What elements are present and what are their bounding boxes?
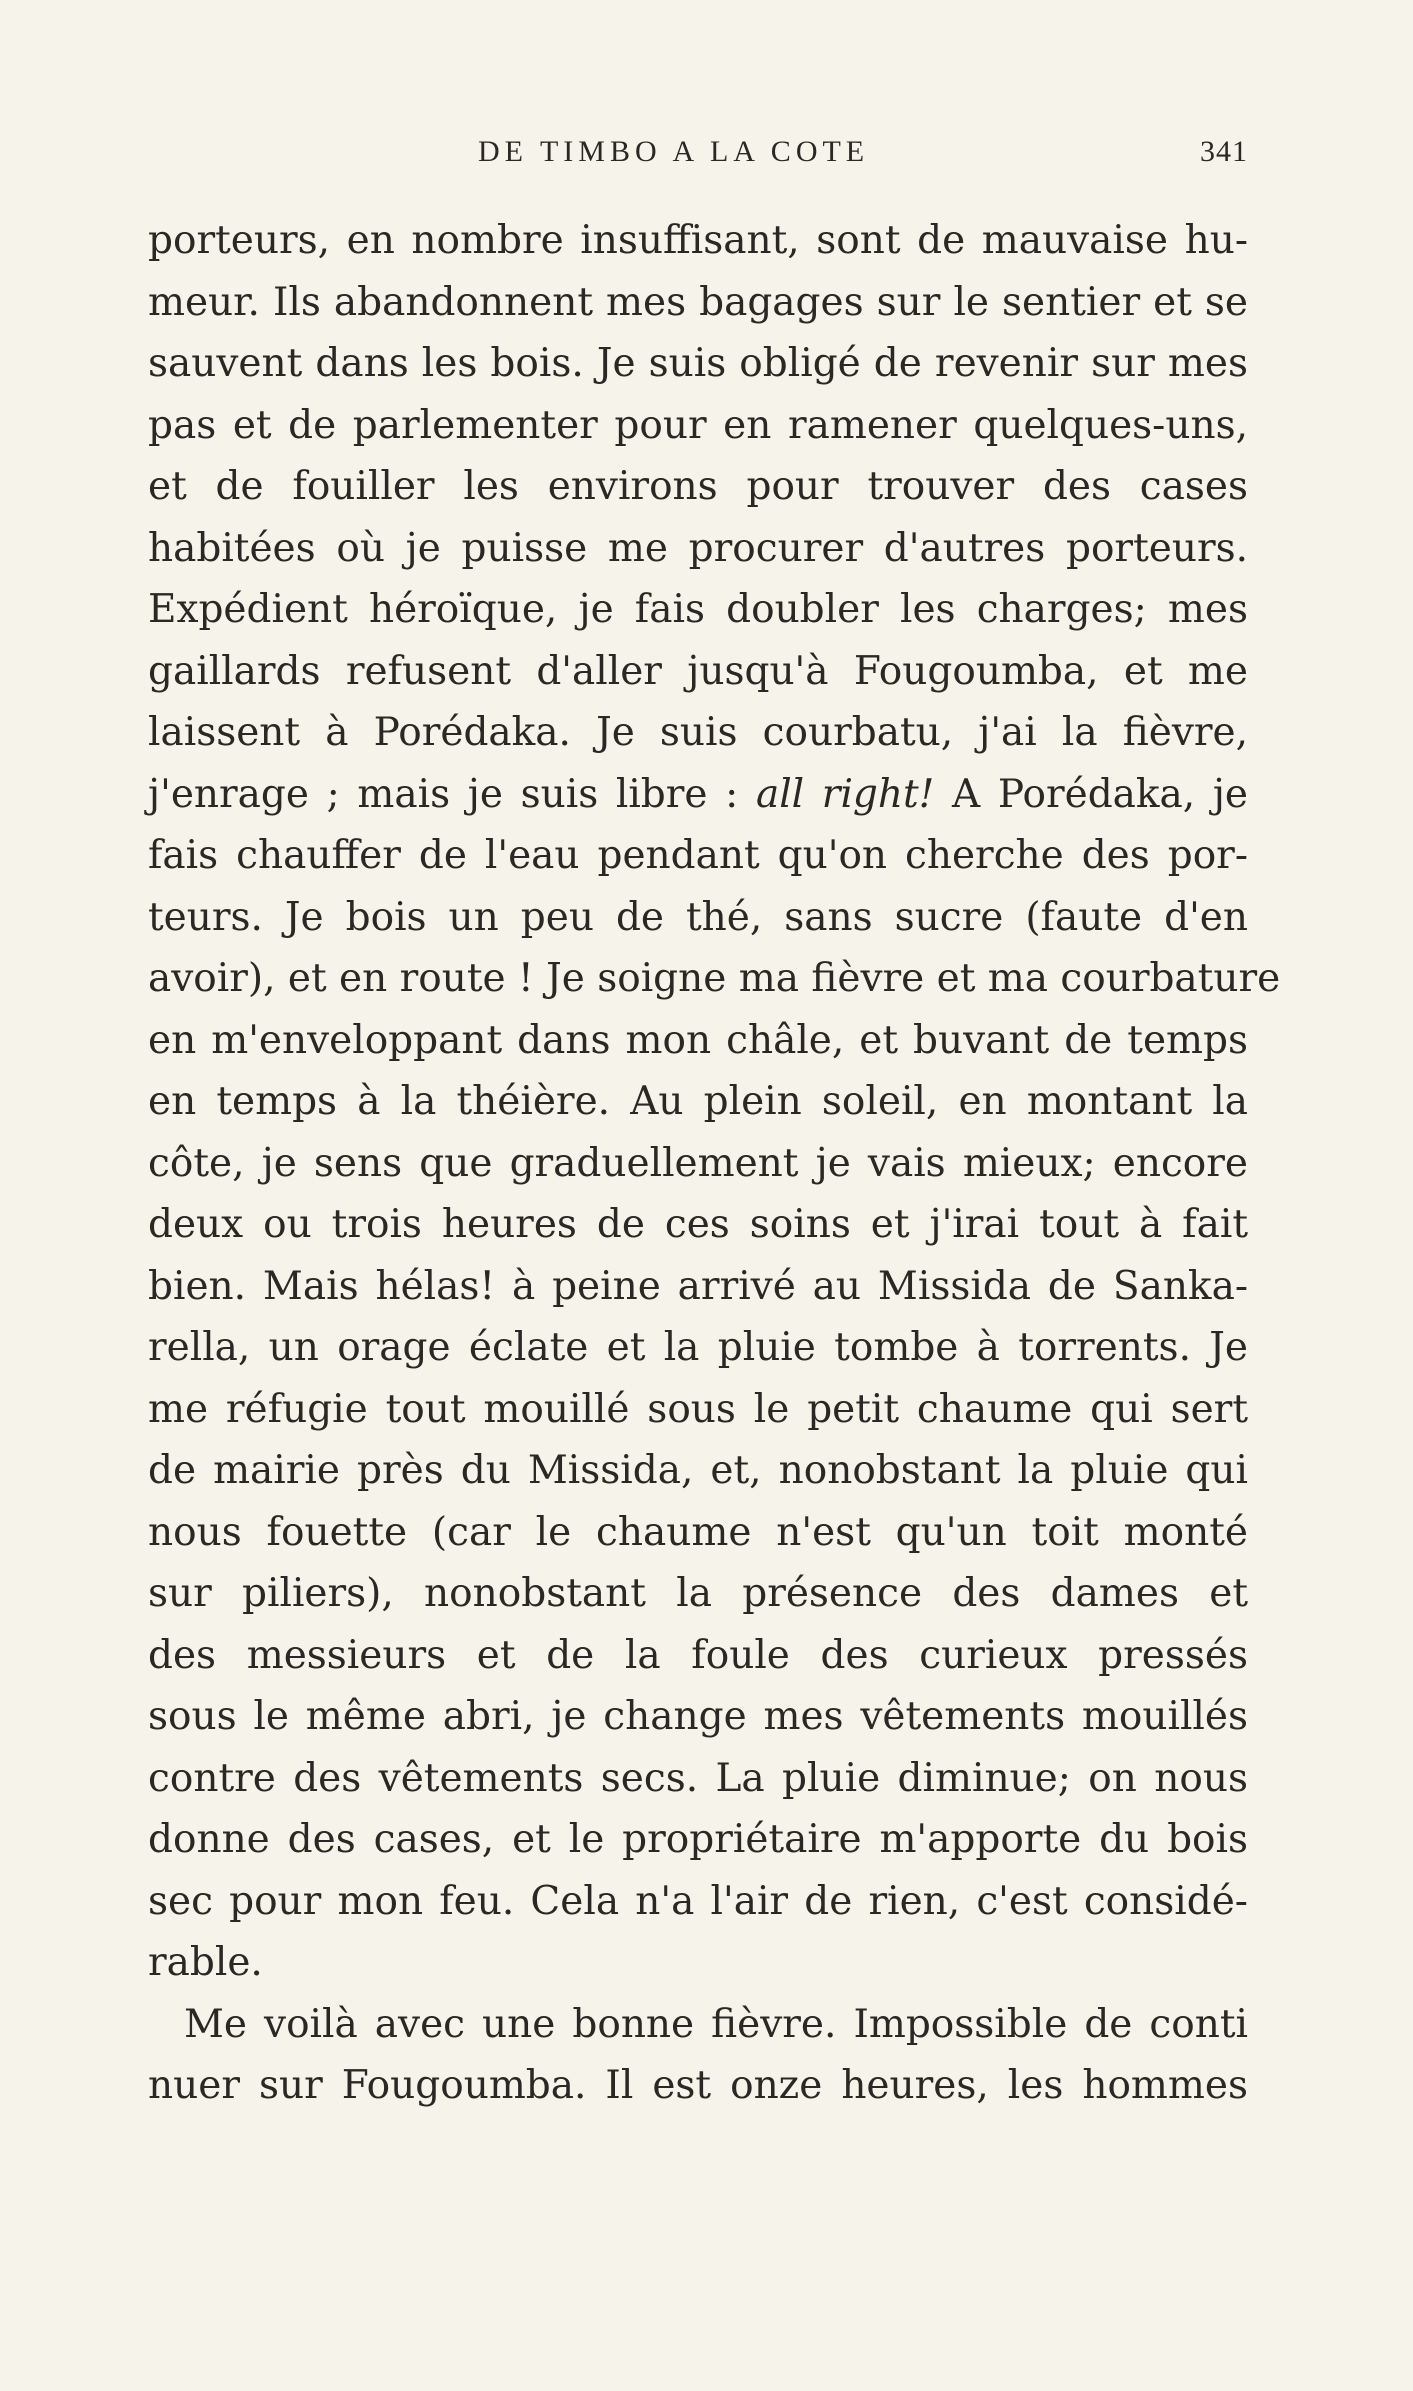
text-line: nous fouette (car le chaume n'est qu'un toit monté bbox=[148, 1509, 1248, 1555]
italic-phrase: all right! bbox=[755, 771, 935, 817]
body-text bbox=[148, 210, 1281, 2117]
text-line: Expédient héroïque, je fais doubler les charges; mes bbox=[148, 587, 1248, 632]
text-line: laissent à Porédaka. Je suis courbatu, j'ai la fièvre, bbox=[148, 710, 1248, 755]
text-line: rella, un orage éclate et la pluie tombe à torrents. Je bbox=[148, 1325, 1248, 1370]
text-line: en m'enveloppant dans mon châle, et buvant de temps bbox=[148, 1017, 1248, 1063]
text-line: habitées où je puisse me procurer d'autres porteurs. bbox=[148, 525, 1248, 571]
text-line: en temps à la théière. Au plein soleil, en montant la bbox=[148, 1079, 1248, 1124]
text-line: pas et de parlementer pour en ramener quelques-uns, bbox=[148, 402, 1248, 448]
text-line: nuer sur Fougoumba. Il est onze heures, les hommes bbox=[148, 2063, 1248, 2108]
text-line: rable. bbox=[148, 1940, 263, 1985]
text-line: sauvent dans les bois. Je suis obligé de revenir sur mes bbox=[148, 341, 1248, 386]
text-line: des messieurs et de la foule des curieux pressés bbox=[148, 1632, 1248, 1678]
text-line: porteurs, en nombre insuffisant, sont de mauvaise hu- bbox=[148, 218, 1248, 263]
text-line: sous le même abri, je change mes vêtements mouillés bbox=[148, 1694, 1248, 1739]
text-line: meur. Ils abandonnent mes bagages sur le sentier et se bbox=[148, 279, 1248, 325]
text-line: sec pour mon feu. Cela n'a l'air de rien, c'est considé- bbox=[148, 1878, 1248, 1924]
text-line: gaillards refusent d'aller jusqu'à Fougoumba, et me bbox=[148, 648, 1248, 694]
text-line: deux ou trois heures de ces soins et j'irai tout à fait bbox=[148, 1202, 1248, 1247]
text-line: sur piliers), nonobstant la présence des dames et bbox=[148, 1571, 1248, 1616]
text-line: de mairie près du Missida, et, nonobstant la pluie qui bbox=[148, 1448, 1248, 1493]
text-line: bien. Mais hélas! à peine arrivé au Missida de Sanka- bbox=[148, 1263, 1248, 1309]
text-line: contre des vêtements secs. La pluie diminue; on nous bbox=[148, 1755, 1248, 1801]
text-line: donne des cases, et le propriétaire m'apporte du bois bbox=[148, 1817, 1248, 1862]
text-line: fais chauffer de l'eau pendant qu'on cherche des por- bbox=[148, 833, 1248, 878]
running-title: DE TIMBO A LA COTE bbox=[478, 135, 870, 168]
text-line: et de fouiller les environs pour trouver des cases bbox=[148, 464, 1248, 509]
text-line: côte, je sens que graduellement je vais mieux; encore bbox=[148, 1140, 1248, 1186]
text-line: me réfugie tout mouillé sous le petit chaume qui sert bbox=[148, 1386, 1248, 1432]
running-head bbox=[148, 135, 1248, 185]
page-number: 341 bbox=[1200, 135, 1248, 168]
paragraph-first-line: Me voilà avec une bonne fièvre. Impossible de conti bbox=[184, 2001, 1248, 2047]
text-segment: A Porédaka, je bbox=[934, 771, 1249, 817]
text-line: teurs. Je bois un peu de thé, sans sucre (faute d'en bbox=[148, 894, 1248, 940]
text-segment: j'enrage ; mais je suis libre : bbox=[148, 771, 756, 817]
text-line-with-italic bbox=[148, 764, 1248, 826]
text-line: avoir), et en route ! Je soigne ma fièvre et ma courbature bbox=[148, 956, 1281, 1001]
